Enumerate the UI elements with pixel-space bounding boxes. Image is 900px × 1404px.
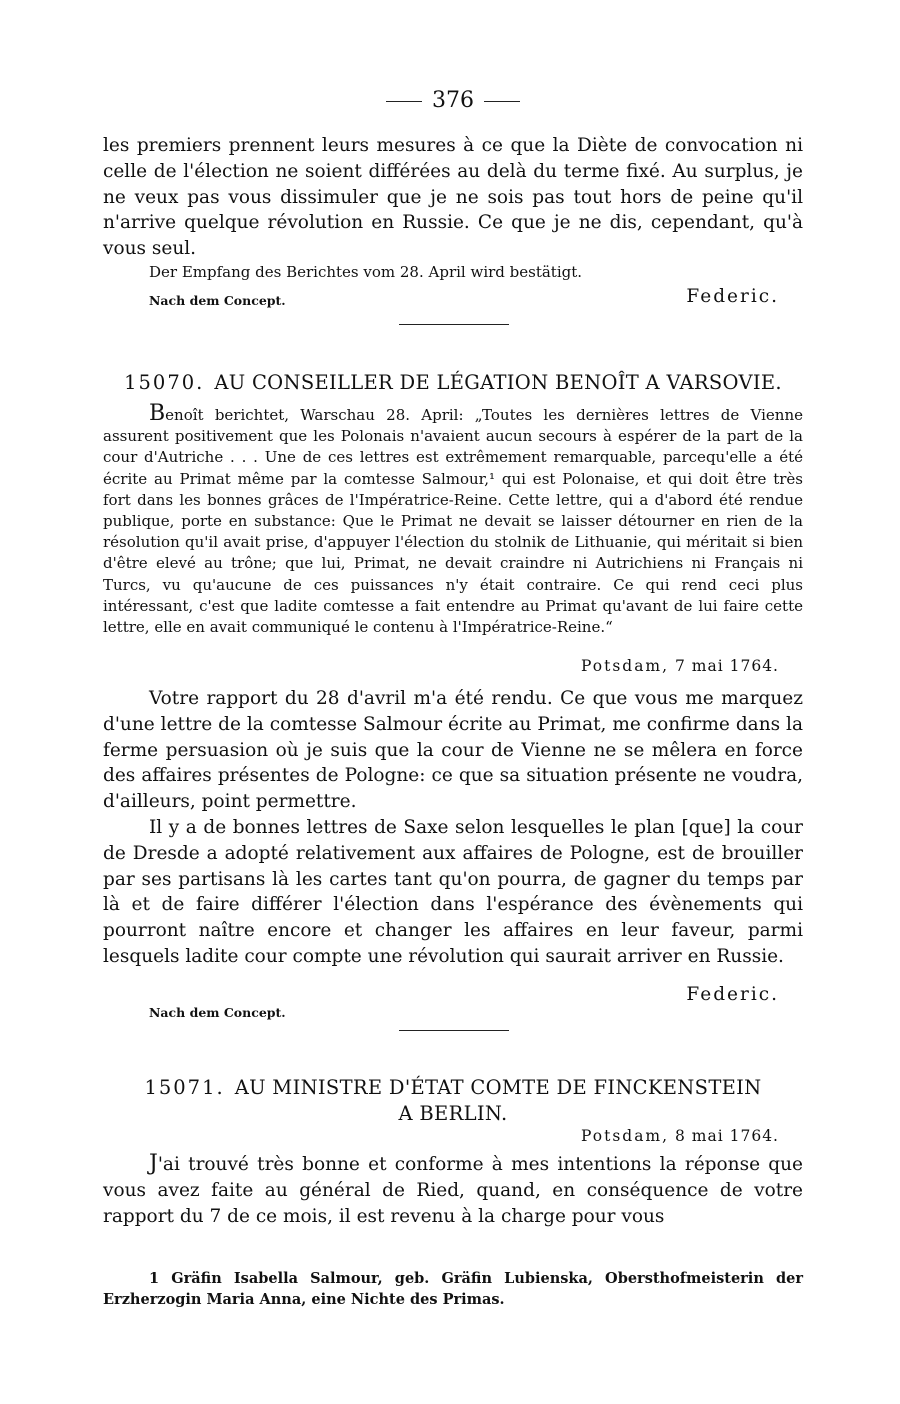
letter-15071-date: 8 mai 1764. <box>675 1127 779 1145</box>
receipt-note: Der Empfang des Berichtes vom 28. April wird bestätigt. <box>149 263 583 281</box>
letter-15070-closing <box>103 984 803 1020</box>
letter-15070-place: Potsdam, <box>580 657 670 675</box>
footnote-marker: 1 <box>149 1269 160 1287</box>
previous-letter-closing <box>103 286 803 310</box>
letter-15070-number: 15070. <box>124 371 205 394</box>
letter-15071-number: 15071. <box>144 1076 225 1099</box>
letter-15071-body <box>103 1151 803 1229</box>
letter-15071-dropcap: J <box>149 1151 158 1176</box>
letter-15070-heading <box>103 370 803 396</box>
letter-15071-body-text: 'ai trouvé très bonne et conforme à mes intentions la réponse que vous avez faite au général de Ried, quand, en conséquence de votre rapport du 7 de ce mois, il est revenu à la charge pour vous <box>103 1154 803 1227</box>
page-number-text: 376 <box>432 88 474 113</box>
letter-15070-title: AU CONSEILLER DE LÉGATION BENOÎT A VARSOVIE. <box>214 371 782 394</box>
letter-15070-dateline <box>581 657 779 675</box>
section-divider <box>399 324 509 325</box>
previous-source-note: Nach dem Concept. <box>149 293 286 308</box>
previous-signature: Federic. <box>686 286 779 307</box>
letter-15070-summary <box>103 403 803 638</box>
footnote <box>103 1268 803 1310</box>
letter-15070-source-note: Nach dem Concept. <box>149 1005 286 1020</box>
letter-15071-place: Potsdam, <box>580 1127 670 1145</box>
letter-15071-heading <box>103 1075 803 1127</box>
letter-15070-paragraph-2: Il y a de bonnes lettres de Saxe selon lesquelles le plan [que] la cour de Dresde a adopté relativement aux affaires de Pologne, est de brouiller par ses partisans là les cartes tant qu'on pourra, de gagner du temps par là et de faire différer l'élection dans l'espérance des évènements qui pourront naître encore et changer les affaires en leur faveur, parmi lesquels ladite cour compte une révolution qui saurait arriver en Russie. <box>103 817 803 967</box>
page-number-dash-right <box>484 101 520 102</box>
section-divider-2 <box>399 1030 509 1031</box>
page-number <box>103 86 803 116</box>
letter-15070-paragraph-1: Votre rapport du 28 d'avril m'a été rendu. Ce que vous me marquez d'une lettre de la comtesse Salmour écrite au Primat, me confirme dans la ferme persuasion où je suis que la cour de Vienne ne se mêlera en force des affaires présentes de Pologne: ce que sa situation présente ne voudra, d'ailleurs, point permettre. <box>103 688 803 813</box>
letter-15071-title-line1: AU MINISTRE D'ÉTAT COMTE DE FINCKENSTEIN <box>234 1076 762 1099</box>
page-number-dash-left <box>386 101 422 102</box>
letter-15071-dateline <box>581 1127 779 1145</box>
summary-dropcap: B <box>149 401 166 426</box>
letter-15070-signature: Federic. <box>686 984 779 1005</box>
previous-letter-body: les premiers prennent leurs mesures à ce que la Diète de convocation ni celle de l'élection ne soient différées au delà du terme fixé. Au surplus, je ne veux pas vous dissimuler que je ne sois pas tout hors de peine qu'il n'arrive quelque révolution en Russie. Ce que je ne dis, cependant, qu'à vous seul. <box>103 135 803 260</box>
letter-15070-date: 7 mai 1764. <box>675 657 779 675</box>
letter-15071-title-line2: A BERLIN. <box>398 1102 508 1125</box>
footnote-text: Gräfin Isabella Salmour, geb. Gräfin Lubienska, Obersthofmeisterin der Erzherzogin Maria Anna, eine Nichte des Primas. <box>103 1269 803 1308</box>
summary-text: enoît berichtet, Warschau 28. April: „Toutes les dernières lettres de Vienne assurent positivement que les Polonais n'avaient aucun secours à espérer de la part de la cour d'Autriche . . . Une de ces lettres est extrêmement remarquable, parcequ'elle a été écrite au Primat même par la comtesse Salmour,¹ qui est Polonaise, et qui doit être très fort dans les bonnes grâces de l'Impératrice-Reine. Cette lettre, qui a d'abord été rendue publique, porte en substance: Que le Primat ne devait se laisser détourner en rien de la résolution qu'il avait prise, d'appuyer l'élection du stolnik de Lithuanie, qui méritait si bien d'être elevé au trône; que lui, Primat, ne devait craindre ni Autrichiens ni Français ni Turcs, vu qu'aucune de ces puissances n'y était contraire. Ce qui rend ceci plus intéressant, c'est que ladite comtesse a fait entendre au Primat qu'avant de lui faire cette lettre, elle en avait communiqué le contenu à l'Impératrice-Reine.“ <box>103 406 803 637</box>
